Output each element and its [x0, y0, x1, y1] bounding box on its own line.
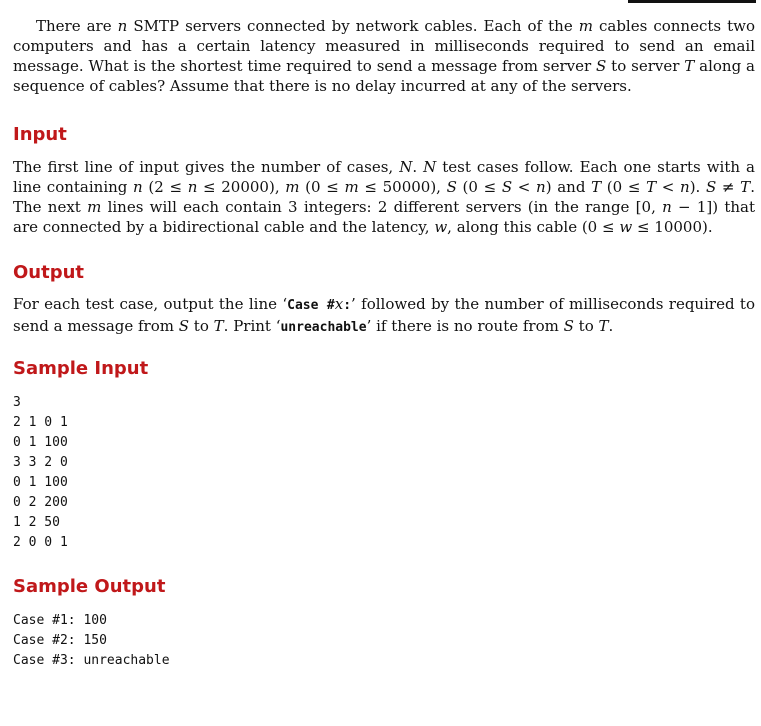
header-rule	[628, 0, 756, 3]
input-text: (0 ≤	[456, 178, 502, 196]
input-text: ).	[689, 178, 706, 196]
input-text: <	[656, 178, 681, 196]
math-var: n	[536, 178, 546, 196]
output-text: to	[189, 317, 214, 335]
input-text: .	[412, 158, 424, 176]
intro-paragraph	[13, 16, 755, 96]
math-var: S	[178, 317, 190, 335]
output-text: For each test case, output the line ‘	[13, 295, 288, 313]
intro-text: to server	[606, 57, 685, 75]
input-text: ) and	[545, 178, 592, 196]
math-var: N	[423, 158, 437, 176]
output-text: ’ followed by the number of milliseconds required to send a message from	[13, 295, 755, 335]
input-text: ≤ 50000),	[358, 178, 447, 196]
output-paragraph	[13, 294, 755, 338]
input-text: test cases follow. Each one starts with a line containing	[13, 158, 755, 196]
math-var: n	[680, 178, 690, 196]
output-heading: Output	[13, 262, 85, 283]
input-text: , along this cable (0 ≤	[447, 218, 620, 236]
code-text: Case #	[287, 298, 335, 313]
math-var: n	[187, 178, 198, 196]
math-var: S	[705, 178, 717, 196]
input-text: ≤ 10000).	[632, 218, 713, 236]
math-var: S	[596, 57, 607, 75]
intro-text: There are	[36, 17, 118, 35]
sample-output-heading: Sample Output	[13, 576, 166, 597]
output-text: ’ if there is no route from	[366, 317, 564, 335]
input-text: (0 ≤	[601, 178, 647, 196]
math-var: T	[684, 57, 695, 75]
math-var: x	[334, 295, 344, 313]
math-var: T	[591, 178, 602, 196]
output-text: . Print ‘	[223, 317, 281, 335]
input-text: ≠	[716, 178, 741, 196]
input-paragraph	[13, 157, 755, 237]
math-var: w	[619, 218, 633, 236]
sample-input-block: 3 2 1 0 1 0 1 100 3 3 2 0 0 1 100 0 2 200 1 2 50 2 0 0 1	[13, 395, 68, 550]
sample-input-heading: Sample Input	[13, 358, 149, 379]
output-text: .	[608, 317, 614, 335]
math-var: w	[434, 218, 448, 236]
math-var: T	[213, 317, 224, 335]
input-text: The first line of input gives the number of cases,	[13, 158, 400, 176]
math-var: n	[117, 17, 128, 35]
math-var: n	[133, 178, 143, 196]
code-text: :	[343, 298, 352, 313]
math-var: m	[285, 178, 300, 196]
math-var: T	[598, 317, 609, 335]
math-var: m	[344, 178, 359, 196]
math-var: S	[446, 178, 457, 196]
math-var: S	[501, 178, 513, 196]
intro-text: SMTP servers connected by network cables. Each of the	[127, 17, 579, 35]
input-text: − 1]) that are connected by a bidirectional cable and the latency,	[13, 198, 755, 236]
input-text: lines will each contain 3 integers: 2 different servers (in the range [0,	[101, 198, 663, 216]
math-var: S	[563, 317, 574, 335]
input-text: <	[512, 178, 537, 196]
output-text: to	[573, 317, 599, 335]
input-heading: Input	[13, 124, 67, 145]
math-var: T	[646, 178, 657, 196]
intro-text: along a sequence of cables? Assume that there is no delay incurred at any of the servers.	[13, 57, 756, 95]
code-text: unreachable	[280, 320, 367, 335]
input-text: ≤ 20000),	[197, 178, 286, 196]
sample-output-block: Case #1: 100 Case #2: 150 Case #3: unreachable	[13, 613, 170, 668]
input-text: (2 ≤	[142, 178, 188, 196]
math-var: m	[578, 17, 593, 35]
math-var: N	[399, 158, 413, 176]
math-var: m	[87, 198, 102, 216]
input-text: (0 ≤	[299, 178, 345, 196]
math-var: n	[662, 198, 672, 216]
intro-text: cables connects two computers and has a certain latency measured in milliseconds required to send an email message. What is the shortest time required to send a message from server	[13, 17, 755, 75]
math-var: T	[740, 178, 751, 196]
input-text: . The next	[13, 178, 755, 216]
